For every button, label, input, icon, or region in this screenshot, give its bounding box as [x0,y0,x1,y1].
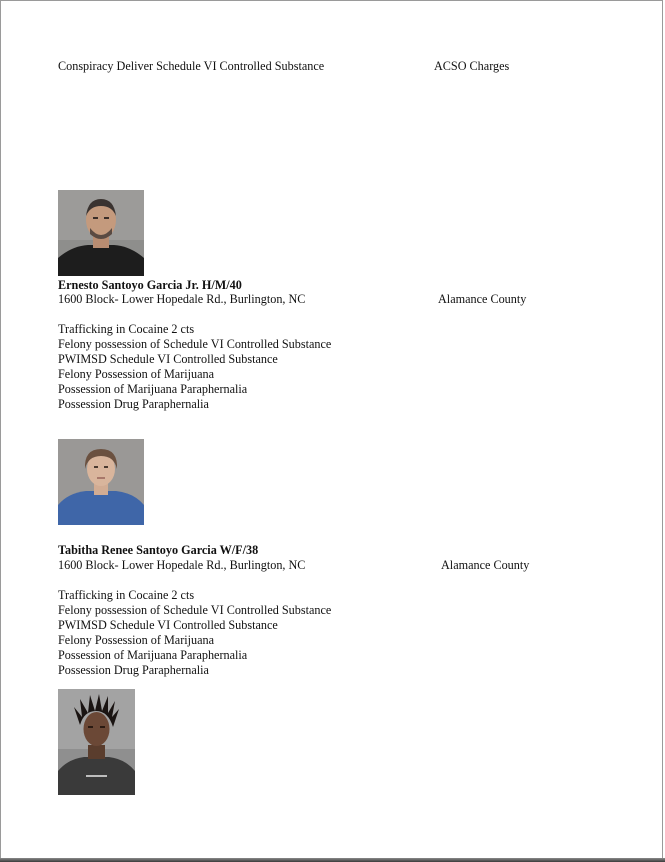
mugshot-photo-2 [58,439,144,525]
charge-item: Possession of Marijuana Paraphernalia [58,648,248,662]
charge-list-2 [58,588,331,678]
charge-item: Felony Possession of Marijuana [58,367,215,381]
header-agency: ACSO Charges [434,59,510,73]
charge-item: PWIMSD Schedule VI Controlled Substance [58,352,278,366]
charge-item: Possession Drug Paraphernalia [58,397,209,411]
mugshot-photo-1 [58,190,144,276]
charge-item: Possession Drug Paraphernalia [58,663,209,677]
charge-item: Trafficking in Cocaine 2 cts [58,588,195,602]
charge-list-1 [58,322,331,412]
charge-item: Possession of Marijuana Paraphernalia [58,382,248,396]
charge-item: Felony possession of Schedule VI Controlled Substance [58,337,332,351]
charge-item: Felony possession of Schedule VI Controlled Substance [58,603,332,617]
jurisdiction-1: Alamance County [438,292,527,306]
charge-item: Felony Possession of Marijuana [58,633,215,647]
header-charge: Conspiracy Deliver Schedule VI Controlled Substance [58,59,325,73]
person-name-1: Ernesto Santoyo Garcia Jr. H/M/40 [58,278,242,292]
person-name-2: Tabitha Renee Santoyo Garcia W/F/38 [58,543,259,557]
charge-item: PWIMSD Schedule VI Controlled Substance [58,618,278,632]
address-2: 1600 Block- Lower Hopedale Rd., Burlington, NC [58,558,306,572]
jurisdiction-2: Alamance County [441,558,530,572]
page-bottom-edge [0,858,665,862]
address-1: 1600 Block- Lower Hopedale Rd., Burlington, NC [58,292,306,306]
mugshot-photo-3 [58,689,135,795]
charge-item: Trafficking in Cocaine 2 cts [58,322,195,336]
